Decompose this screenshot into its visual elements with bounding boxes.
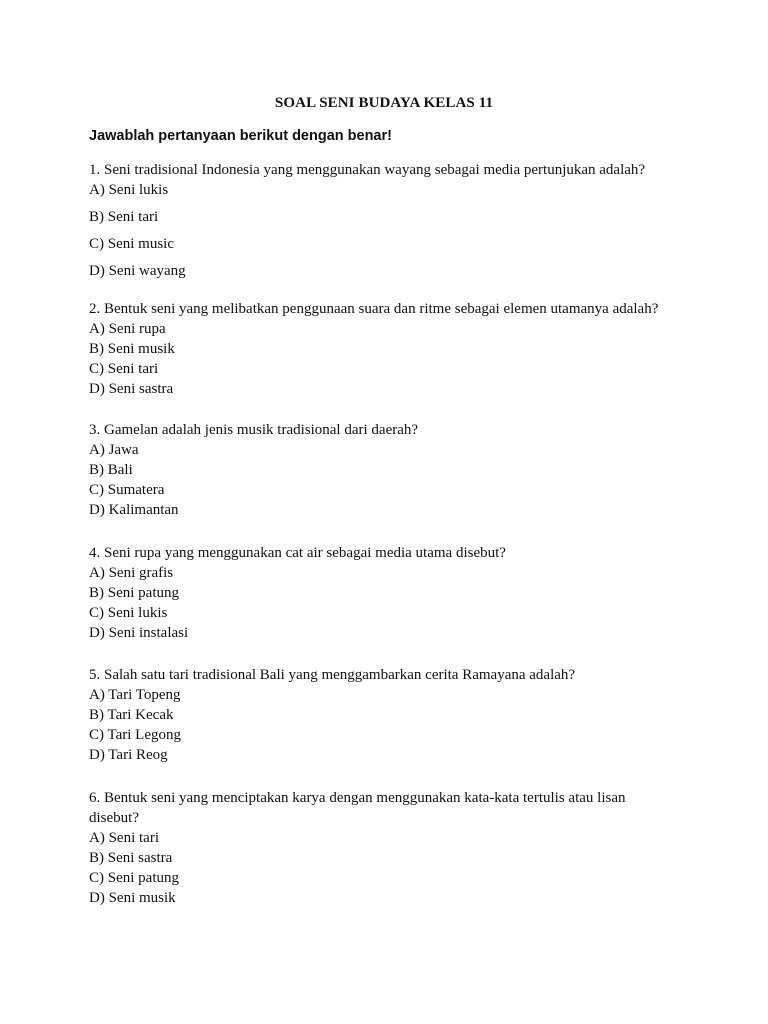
question-5-option-c: C) Tari Legong bbox=[89, 727, 181, 743]
question-3-option-a: A) Jawa bbox=[89, 442, 139, 458]
question-1 bbox=[89, 160, 689, 288]
question-5-stem: 5. Salah satu tari tradisional Bali yang menggambarkan cerita Ramayana adalah? bbox=[89, 667, 576, 683]
question-5-option-a: A) Tari Topeng bbox=[89, 687, 181, 703]
question-6-option-c: C) Seni patung bbox=[89, 870, 179, 886]
question-6-stem-line-1: 6. Bentuk seni yang menciptakan karya dengan menggunakan kata-kata tertulis atau lisan bbox=[89, 790, 626, 806]
question-4 bbox=[89, 543, 689, 643]
question-2-stem: 2. Bentuk seni yang melibatkan penggunaan suara dan ritme sebagai elemen utamanya adalah? bbox=[89, 301, 659, 317]
question-2-option-c: C) Seni tari bbox=[89, 361, 159, 377]
question-5-option-d: D) Tari Reog bbox=[89, 747, 168, 763]
question-6-option-b: B) Seni sastra bbox=[89, 850, 173, 866]
question-1-option-c: C) Seni music bbox=[89, 236, 174, 252]
instruction-text: Jawablah pertanyaan berikut dengan benar! bbox=[89, 128, 392, 144]
question-1-option-b: B) Seni tari bbox=[89, 209, 159, 225]
question-5-option-b: B) Tari Kecak bbox=[89, 707, 174, 723]
question-4-option-d: D) Seni instalasi bbox=[89, 625, 189, 641]
question-3-option-c: C) Sumatera bbox=[89, 482, 165, 498]
question-1-option-d: D) Seni wayang bbox=[89, 263, 186, 279]
question-3-stem: 3. Gamelan adalah jenis musik tradisional dari daerah? bbox=[89, 422, 419, 438]
question-2-option-a: A) Seni rupa bbox=[89, 321, 166, 337]
question-3 bbox=[89, 420, 689, 520]
question-4-option-c: C) Seni lukis bbox=[89, 605, 168, 621]
question-3-option-d: D) Kalimantan bbox=[89, 502, 179, 518]
question-6 bbox=[89, 788, 689, 908]
question-2 bbox=[89, 299, 689, 399]
question-5 bbox=[89, 665, 689, 765]
question-4-option-b: B) Seni patung bbox=[89, 585, 179, 601]
question-6-option-d: D) Seni musik bbox=[89, 890, 176, 906]
question-1-option-a: A) Seni lukis bbox=[89, 182, 169, 198]
question-4-stem: 4. Seni rupa yang menggunakan cat air sebagai media utama disebut? bbox=[89, 545, 506, 561]
document-title: SOAL SENI BUDAYA KELAS 11 bbox=[274, 95, 494, 111]
question-4-option-a: A) Seni grafis bbox=[89, 565, 174, 581]
question-2-option-b: B) Seni musik bbox=[89, 341, 175, 357]
question-2-option-d: D) Seni sastra bbox=[89, 381, 174, 397]
question-6-option-a: A) Seni tari bbox=[89, 830, 159, 846]
question-3-option-b: B) Bali bbox=[89, 462, 133, 478]
question-1-stem: 1. Seni tradisional Indonesia yang menggunakan wayang sebagai media pertunjukan adalah? bbox=[89, 162, 646, 178]
question-6-stem-line-2: disebut? bbox=[89, 810, 139, 826]
